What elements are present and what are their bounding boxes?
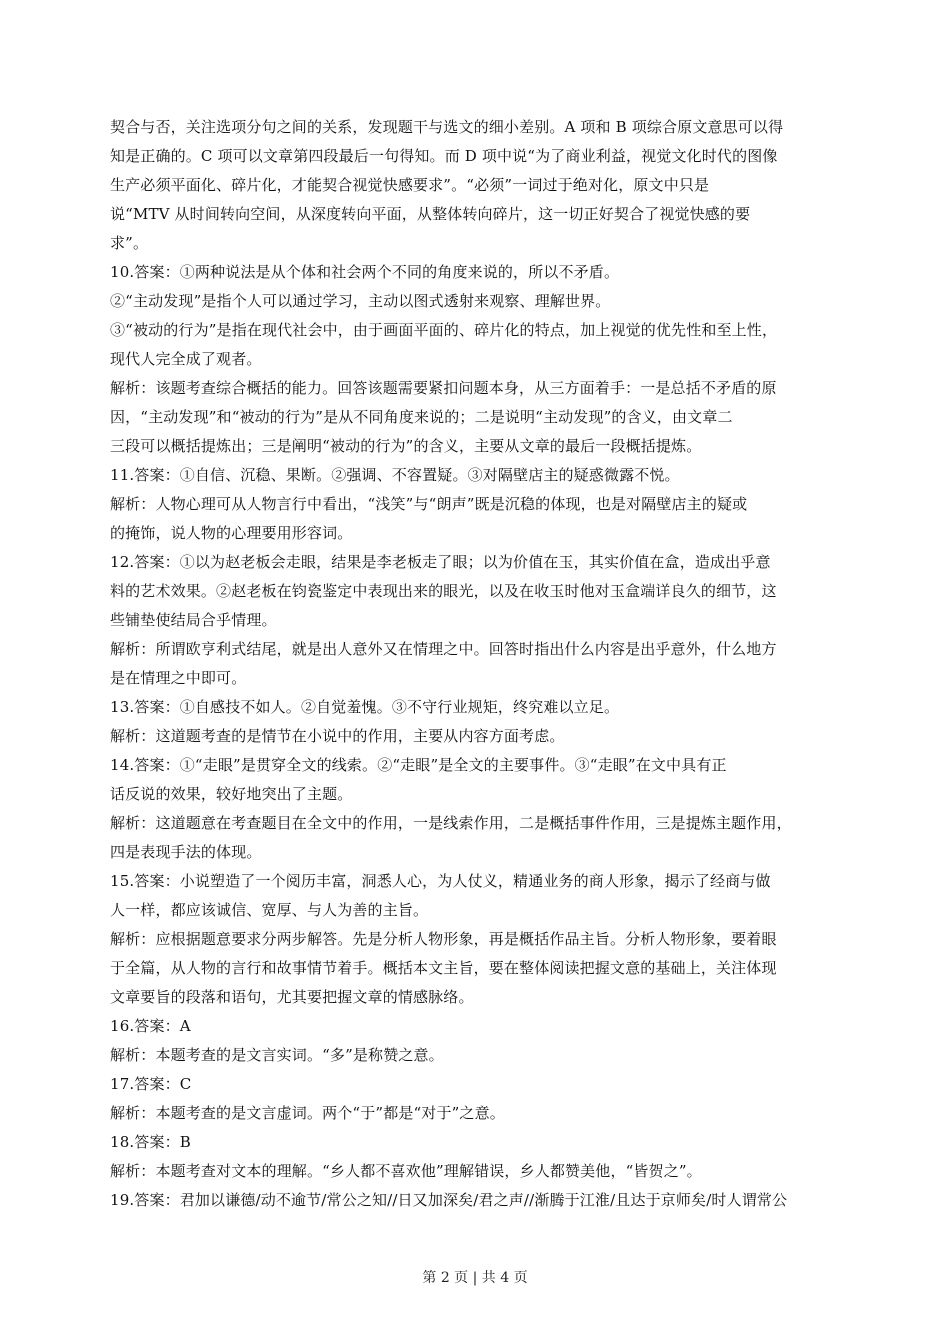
text-line: 是在情理之中即可。: [110, 669, 247, 687]
answer-10-line: 10.答案：①两种说法是从个体和社会两个不同的角度来说的，所以不矛盾。: [110, 263, 620, 281]
text-line: 于全篇，从人物的言行和故事情节着手。概括本文主旨，要在整体阅读把握文意的基础上，关注体现: [110, 959, 777, 977]
answer-17-line: 17.答案：C: [110, 1075, 192, 1093]
analysis-17-line: 解析：本题考查的是文言虚词。两个“于”都是“对于”之意。: [110, 1104, 505, 1122]
text-line: 契合与否，关注选项分句之间的关系，发现题干与选文的细小差别。A 项和 B 项综合原文意思可以得: [110, 118, 784, 136]
text-line: 文章要旨的段落和语句，尤其要把握文章的情感脉络。: [110, 988, 474, 1006]
answer-11-line: 11.答案：①自信、沉稳、果断。②强调、不容置疑。③对隔壁店主的疑惑微露不悦。: [110, 466, 680, 484]
text-line: 话反说的效果，较好地突出了主题。: [110, 785, 353, 803]
answer-12-line: 12.答案：①以为赵老板会走眼，结果是李老板走了眼；以为价值在玉，其实价值在盒，造成出乎意: [110, 553, 771, 571]
answer-13-line: 13.答案：①自感技不如人。②自觉羞愧。③不守行业规矩，终究难以立足。: [110, 698, 620, 716]
text-line: 现代人完全成了观者。: [110, 350, 262, 368]
text-line: 些铺垫使结局合乎情理。: [110, 611, 277, 629]
text-line: 料的艺术效果。②赵老板在钧瓷鉴定中表现出来的眼光，以及在收玉时他对玉盒端详良久的细节，这: [110, 582, 777, 600]
text-line: ③“被动的行为”是指在现代社会中，由于画面平面的、碎片化的特点，加上视觉的优先性和至上性，: [110, 321, 778, 339]
analysis-10-line: 解析：该题考查综合概括的能力。回答该题需要紧扣问题本身，从三方面着手：一是总括不矛盾的原: [110, 379, 777, 397]
text-line: 三段可以概括提炼出；三是阐明“被动的行为”的含义，主要从文章的最后一段概括提炼。: [110, 437, 702, 455]
analysis-15-line: 解析：应根据题意要求分两步解答。先是分析人物形象，再是概括作品主旨。分析人物形象，要着眼: [110, 930, 777, 948]
answer-19-line: 19.答案：君加以谦德/动不逾节/常公之知//日又加深矣/君之声//渐腾于江淮/且达于京师矣/时人谓常公: [110, 1191, 788, 1209]
analysis-11-line: 解析：人物心理可从人物言行中看出，“浅笑”与“朗声”既是沉稳的体现，也是对隔壁店主的疑或: [110, 495, 748, 513]
answer-text-body: [110, 113, 852, 1215]
text-line: 的掩饰，说人物的心理要用形容词。: [110, 524, 353, 542]
analysis-13-line: 解析：这道题考查的是情节在小说中的作用，主要从内容方面考虑。: [110, 727, 565, 745]
text-line: 说“MTV 从时间转向空间，从深度转向平面，从整体转向碎片，这一切正好契合了视觉快感的要: [110, 205, 751, 223]
text-line: 知是正确的。C 项可以文章第四段最后一句得知。而 D 项中说“为了商业利益，视觉文化时代的图像: [110, 147, 778, 165]
text-line: 求”。: [110, 234, 149, 252]
answer-15-line: 15.答案：小说塑造了一个阅历丰富，洞悉人心，为人仗义，精通业务的商人形象，揭示了经商与做: [110, 872, 771, 890]
analysis-18-line: 解析：本题考查对文本的理解。“乡人都不喜欢他”理解错误，乡人都赞美他，“皆贺之”。: [110, 1162, 702, 1180]
answer-16-line: 16.答案：A: [110, 1017, 191, 1035]
page-footer: 第 2 页 | 共 4 页: [422, 1270, 528, 1286]
analysis-14-line: 解析：这道题意在考查题目在全文中的作用，一是线索作用，二是概括事件作用，三是提炼主题作用，: [110, 814, 792, 832]
answer-18-line: 18.答案：B: [110, 1133, 191, 1151]
text-line: ②“主动发现”是指个人可以通过学习，主动以图式透射来观察、理解世界。: [110, 292, 611, 310]
text-line: 四是表现手法的体现。: [110, 843, 262, 861]
analysis-12-line: 解析：所谓欧亨利式结尾，就是出人意外又在情理之中。回答时指出什么内容是出乎意外，什么地方: [110, 640, 777, 658]
text-line: 生产必须平面化、碎片化，才能契合视觉快感要求”。“必须”一词过于绝对化，原文中只是: [110, 176, 710, 194]
text-line: 人一样，都应该诚信、宽厚、与人为善的主旨。: [110, 901, 429, 919]
answer-14-line: 14.答案：①“走眼”是贯穿全文的线索。②“走眼”是全文的主要事件。③“走眼”在文中具有正: [110, 756, 727, 774]
text-line: 因，“主动发现”和“被动的行为”是从不同角度来说的；二是说明“主动发现”的含义，由文章二: [110, 408, 733, 426]
analysis-16-line: 解析：本题考查的是文言实词。“多”是称赞之意。: [110, 1046, 444, 1064]
